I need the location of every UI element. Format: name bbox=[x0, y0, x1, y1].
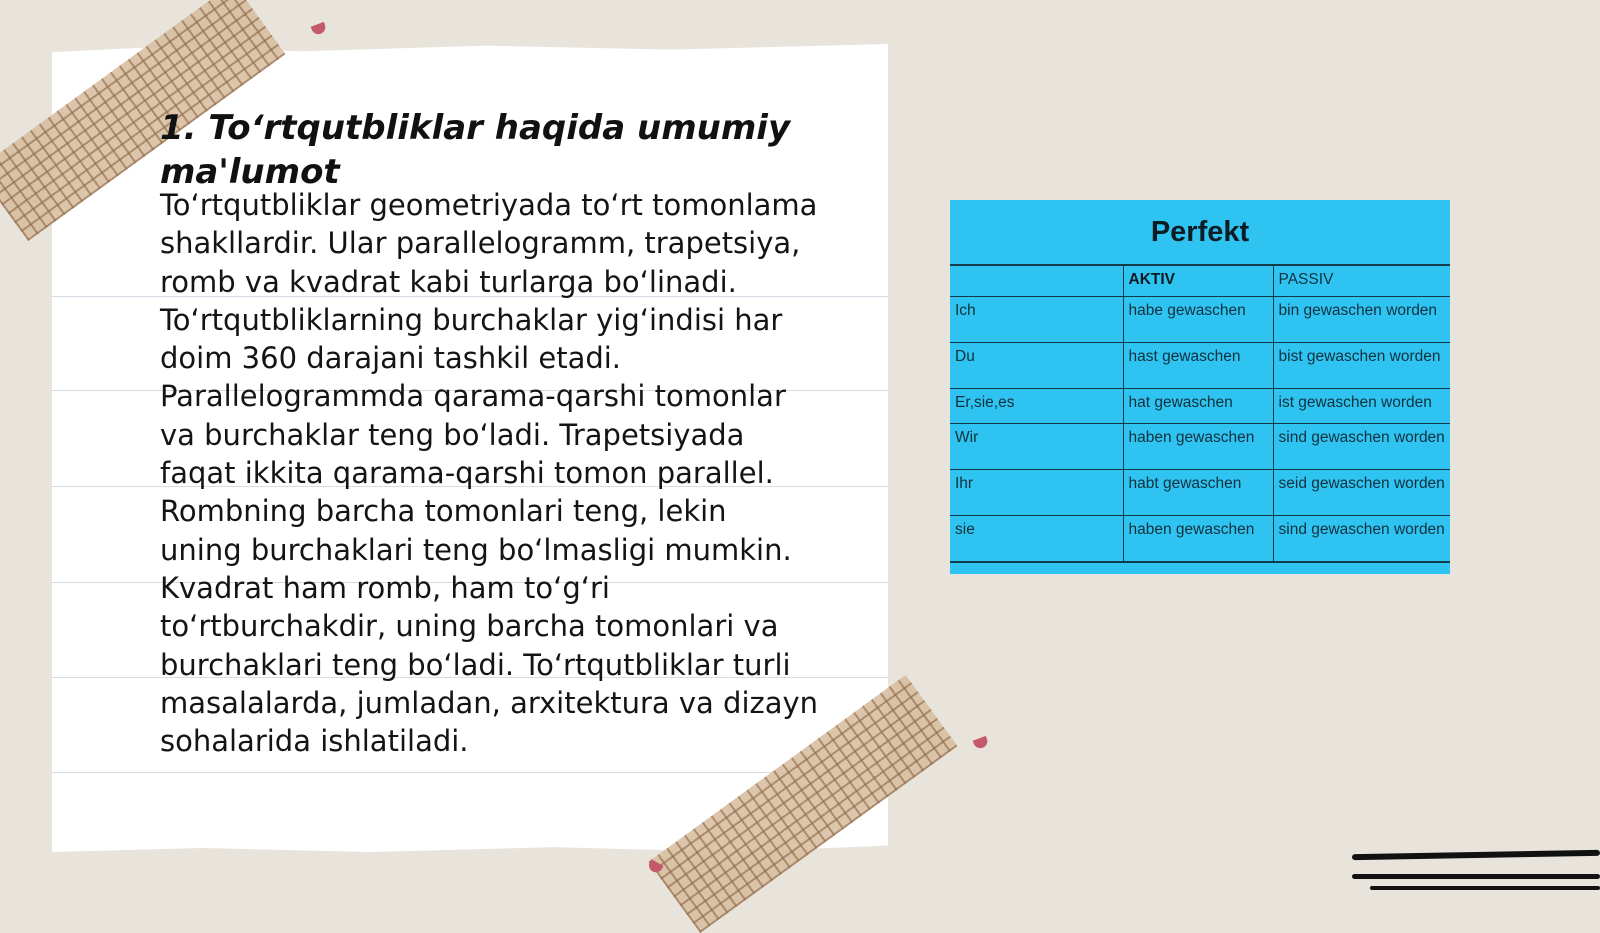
table-row bbox=[950, 424, 1450, 470]
perfekt-table bbox=[950, 264, 1450, 563]
brush-stroke-decoration bbox=[1352, 850, 1600, 860]
pronoun-cell: Du bbox=[950, 343, 1123, 389]
pronoun-cell: Ihr bbox=[950, 470, 1123, 516]
header-cell-empty bbox=[950, 265, 1123, 297]
passiv-cell: bin gewaschen worden bbox=[1273, 297, 1450, 343]
aktiv-cell: haben gewaschen bbox=[1123, 424, 1273, 470]
slide-body-text: To‘rtqutbliklar geometriyada to‘rt tomonlama shakllardir. Ular parallelogramm, trapetsiya, romb va kvadrat kabi turlarga bo‘linadi. To‘rtqutbliklarning burchaklar yig‘indisi har doim 360 darajani tashkil etadi. Parallelogrammda qarama-qarshi tomonlar va burchaklar teng bo‘ladi. Trapetsiyada faqat ikkita qarama-qarshi tomon parallel. Rombning barcha tomonlari teng, lekin uning burchaklari teng bo‘lmasligi mumkin. Kvadrat ham romb, ham to‘g‘ri to‘rtburchakdir, uning barcha tomonlari va burchaklari teng bo‘ladi. To‘rtqutbliklar turli masalalarda, jumladan, arxitektura va dizayn sohalarida ishlatiladi. bbox=[160, 188, 819, 759]
passiv-cell: ist gewaschen worden bbox=[1273, 389, 1450, 424]
aktiv-cell: hat gewaschen bbox=[1123, 389, 1273, 424]
aktiv-cell: haben gewaschen bbox=[1123, 516, 1273, 563]
table-row bbox=[950, 297, 1450, 343]
aktiv-cell: habe gewaschen bbox=[1123, 297, 1273, 343]
pin-icon bbox=[973, 736, 990, 750]
passiv-cell: sind gewaschen worden bbox=[1273, 516, 1450, 563]
pronoun-cell: Ich bbox=[950, 297, 1123, 343]
table-row bbox=[950, 343, 1450, 389]
slide-title: 1. To‘rtqutbliklar haqida umumiy ma'lumot bbox=[160, 108, 791, 192]
table-title: Perfekt bbox=[1150, 216, 1250, 248]
passiv-cell: seid gewaschen worden bbox=[1273, 470, 1450, 516]
header-cell-aktiv: AKTIV bbox=[1123, 265, 1273, 297]
brush-stroke-decoration bbox=[1370, 886, 1600, 890]
passiv-cell: sind gewaschen worden bbox=[1273, 424, 1450, 470]
pronoun-cell: Wir bbox=[950, 424, 1123, 470]
table-header-row bbox=[950, 265, 1450, 297]
aktiv-cell: hast gewaschen bbox=[1123, 343, 1273, 389]
brush-stroke-decoration bbox=[1352, 874, 1600, 879]
aktiv-cell: habt gewaschen bbox=[1123, 470, 1273, 516]
table-row bbox=[950, 516, 1450, 563]
table-row bbox=[950, 389, 1450, 424]
pronoun-cell: Er,sie,es bbox=[950, 389, 1123, 424]
paper-rule-line bbox=[52, 772, 888, 773]
perfekt-table-card bbox=[950, 200, 1450, 574]
header-cell-passiv: PASSIV bbox=[1273, 265, 1450, 297]
pronoun-cell: sie bbox=[950, 516, 1123, 563]
pin-icon bbox=[311, 22, 328, 36]
table-row bbox=[950, 470, 1450, 516]
passiv-cell: bist gewaschen worden bbox=[1273, 343, 1450, 389]
